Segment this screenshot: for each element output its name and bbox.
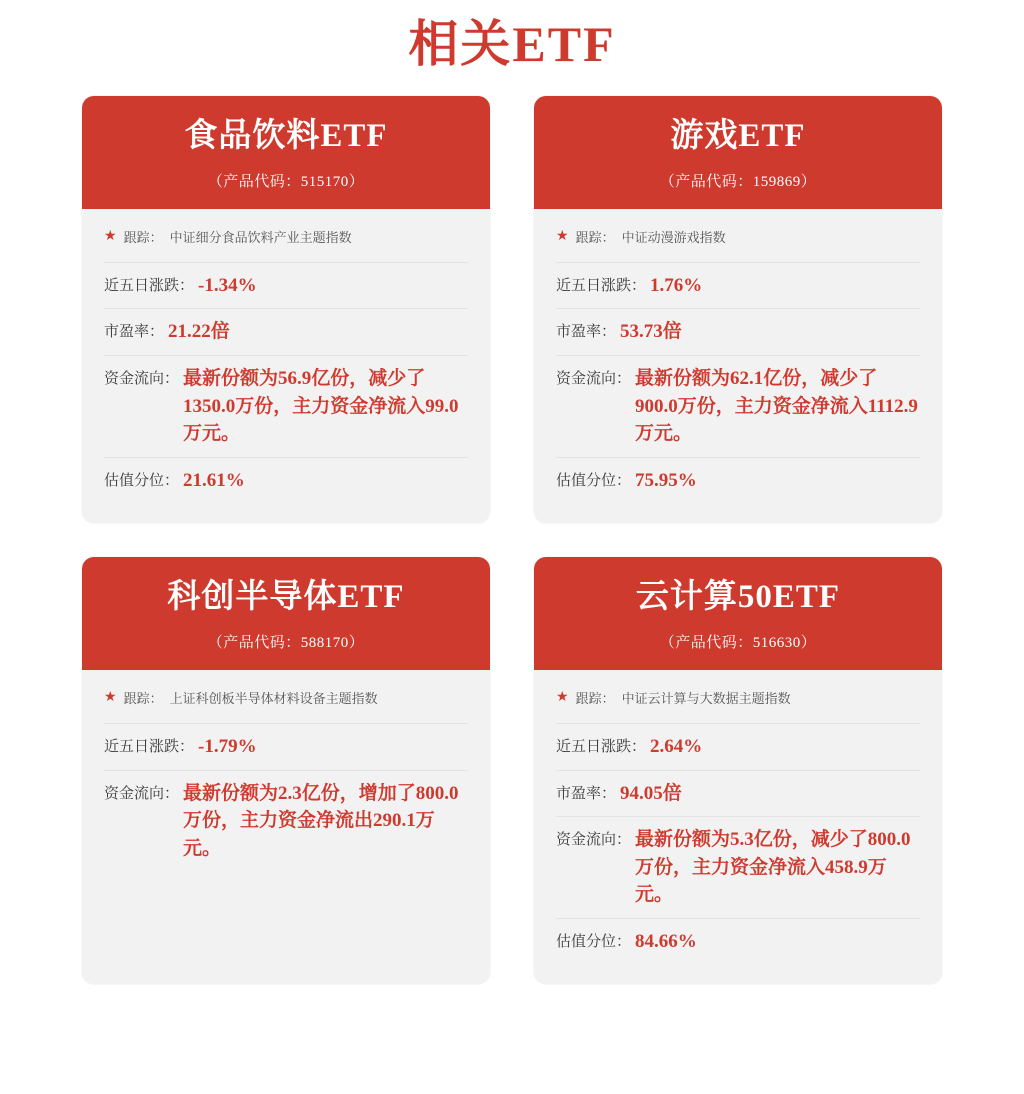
star-icon: ★ bbox=[104, 226, 117, 243]
etf-card[interactable] bbox=[534, 96, 942, 523]
tracking-index-row bbox=[556, 688, 920, 719]
tracking-index-row bbox=[104, 227, 468, 258]
etf-name: 游戏ETF bbox=[670, 118, 806, 154]
metric-label: 资金流向： bbox=[104, 785, 180, 802]
metric-pe bbox=[556, 770, 920, 817]
metric-label: 近五日涨跌： bbox=[556, 277, 647, 294]
metric-value: 最新份额为62.1亿份，减少了900.0万份，主力资金净流入1112.9万元。 bbox=[635, 368, 918, 445]
tracking-index-row bbox=[556, 227, 920, 258]
metric-change5d bbox=[556, 723, 920, 770]
etf-name: 云计算50ETF bbox=[635, 579, 841, 616]
etf-card-body bbox=[534, 209, 942, 523]
metric-value: 1.76% bbox=[650, 274, 703, 296]
etf-code bbox=[544, 170, 932, 191]
etf-code bbox=[92, 170, 480, 191]
metric-change5d bbox=[104, 262, 468, 309]
metric-value: 21.22倍 bbox=[168, 321, 230, 343]
metric-valuation bbox=[104, 457, 468, 504]
code-value: 159869 bbox=[752, 173, 801, 190]
metric-value: -1.34% bbox=[198, 274, 257, 296]
metric-valuation bbox=[556, 457, 920, 504]
code-prefix: （产品代码： bbox=[659, 173, 753, 190]
etf-card-header bbox=[82, 557, 490, 670]
etf-page bbox=[0, 14, 1024, 1094]
etf-card-body bbox=[534, 670, 942, 984]
etf-name: 食品饮料ETF bbox=[184, 118, 388, 154]
metric-change5d bbox=[104, 723, 468, 770]
metric-fund-flow bbox=[104, 770, 468, 872]
tracking-index-row bbox=[104, 688, 468, 719]
metric-label: 估值分位： bbox=[556, 472, 632, 489]
metric-label: 市盈率： bbox=[104, 324, 165, 341]
metric-value: 94.05倍 bbox=[620, 782, 682, 804]
star-icon: ★ bbox=[556, 688, 569, 705]
tracking-index: 中证云计算与大数据主题指数 bbox=[621, 691, 791, 707]
metric-label: 市盈率： bbox=[556, 324, 617, 341]
metric-label: 市盈率： bbox=[556, 785, 617, 802]
code-suffix: ） bbox=[348, 635, 365, 652]
star-icon: ★ bbox=[104, 688, 117, 705]
etf-code bbox=[92, 631, 480, 652]
code-suffix: ） bbox=[800, 173, 817, 190]
etf-card-grid bbox=[0, 96, 1024, 984]
code-prefix: （产品代码： bbox=[207, 635, 301, 652]
etf-card-header bbox=[534, 557, 942, 670]
etf-card-body bbox=[82, 209, 490, 523]
metric-value: 2.64% bbox=[650, 736, 703, 758]
code-prefix: （产品代码： bbox=[207, 173, 301, 190]
metric-value: 53.73倍 bbox=[620, 321, 682, 343]
metric-valuation bbox=[556, 918, 920, 965]
metric-label: 资金流向： bbox=[556, 832, 632, 849]
etf-card[interactable] bbox=[534, 557, 942, 984]
tracking-index: 上证科创板半导体材料设备主题指数 bbox=[169, 691, 378, 707]
etf-card-body bbox=[82, 670, 490, 984]
tracking-label: 跟踪： bbox=[575, 691, 615, 707]
metric-label: 估值分位： bbox=[556, 933, 632, 950]
metric-label: 近五日涨跌： bbox=[104, 739, 195, 756]
tracking-label: 跟踪： bbox=[123, 691, 163, 707]
metric-value: 最新份额为56.9亿份，减少了1350.0万份，主力资金净流入99.0万元。 bbox=[183, 368, 459, 445]
etf-code bbox=[544, 631, 932, 652]
tracking-index: 中证细分食品饮料产业主题指数 bbox=[169, 229, 352, 245]
tracking-index: 中证动漫游戏指数 bbox=[621, 229, 726, 245]
star-icon: ★ bbox=[556, 226, 569, 243]
etf-name: 科创半导体ETF bbox=[167, 579, 405, 616]
metric-fund-flow bbox=[556, 816, 920, 918]
metric-label: 近五日涨跌： bbox=[556, 739, 647, 756]
metric-label: 估值分位： bbox=[104, 472, 180, 489]
code-value: 516630 bbox=[752, 635, 801, 652]
code-value: 588170 bbox=[300, 635, 349, 652]
code-suffix: ） bbox=[348, 173, 365, 190]
metric-value: 21.61% bbox=[183, 469, 245, 491]
metric-change5d bbox=[556, 262, 920, 309]
metric-pe bbox=[556, 308, 920, 355]
metric-value: 75.95% bbox=[635, 469, 697, 491]
etf-card-header bbox=[534, 96, 942, 209]
metric-label: 资金流向： bbox=[104, 371, 180, 388]
metric-value: 84.66% bbox=[635, 930, 697, 952]
etf-card[interactable] bbox=[82, 557, 490, 984]
metric-pe bbox=[104, 308, 468, 355]
metric-value: 最新份额为2.3亿份，增加了800.0万份，主力资金净流出290.1万元。 bbox=[183, 782, 459, 859]
tracking-label: 跟踪： bbox=[123, 229, 163, 245]
metric-label: 近五日涨跌： bbox=[104, 277, 195, 294]
tracking-label: 跟踪： bbox=[575, 229, 615, 245]
page-title: 相关ETF bbox=[408, 16, 616, 72]
etf-card-header bbox=[82, 96, 490, 209]
metric-label: 资金流向： bbox=[556, 371, 632, 388]
code-value: 515170 bbox=[300, 173, 349, 190]
etf-card[interactable] bbox=[82, 96, 490, 523]
metric-fund-flow bbox=[556, 355, 920, 457]
code-suffix: ） bbox=[800, 635, 817, 652]
code-prefix: （产品代码： bbox=[659, 635, 753, 652]
metric-fund-flow bbox=[104, 355, 468, 457]
metric-value: 最新份额为5.3亿份，减少了800.0万份，主力资金净流入458.9万元。 bbox=[635, 829, 911, 906]
metric-value: -1.79% bbox=[198, 736, 257, 758]
